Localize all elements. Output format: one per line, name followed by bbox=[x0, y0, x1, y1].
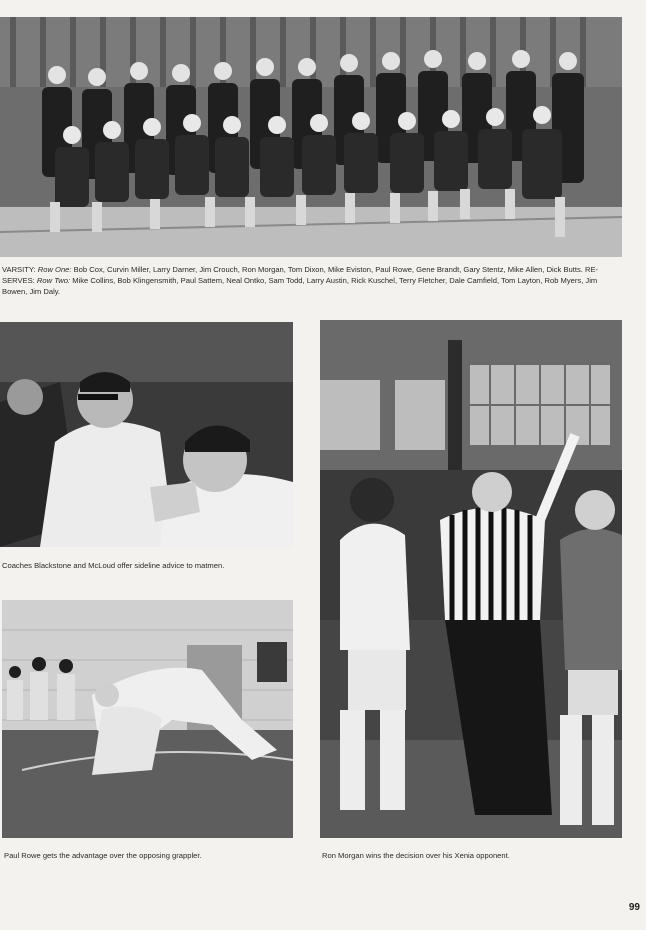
coaches-photo bbox=[0, 322, 293, 547]
team-photo bbox=[0, 17, 622, 257]
caption-reserves-label: SERVES: bbox=[2, 276, 37, 285]
team-photo-caption bbox=[2, 264, 622, 297]
referee-photo bbox=[320, 320, 622, 838]
caption-row-two-names: Mike Collins, Bob Klingensmith, Paul Sattem, Neal Ontko, Sam Todd, Larry Austin, Rick Kuschel, Terry Fletcher, Dale Camfield, Tom Layton, Rob Myers, Jim bbox=[72, 276, 598, 285]
caption-row-two-label: Row Two: bbox=[36, 276, 73, 285]
coaches-photo-caption: Coaches Blackstone and McLoud offer sideline advice to matmen. bbox=[2, 561, 225, 570]
caption-row-two-names-cont: Bowen, Jim Daly. bbox=[2, 287, 61, 296]
match-photo bbox=[2, 600, 293, 838]
caption-row-one-label: Row One: bbox=[37, 265, 74, 274]
match-photo-caption: Paul Rowe gets the advantage over the opposing grappler. bbox=[4, 851, 202, 860]
referee-photo-caption: Ron Morgan wins the decision over his Xenia opponent. bbox=[322, 851, 510, 860]
caption-varsity-label: VARSITY: bbox=[2, 265, 38, 274]
page-number: 99 bbox=[628, 902, 640, 913]
caption-row-one-names: Bob Cox, Curvin Miller, Larry Darner, Jim Crouch, Ron Morgan, Tom Dixon, Mike Eviston, Paul Rowe, Gene Brandt, Gary Stentz, Mike Allen, Dick Butts. RE- bbox=[73, 265, 599, 274]
